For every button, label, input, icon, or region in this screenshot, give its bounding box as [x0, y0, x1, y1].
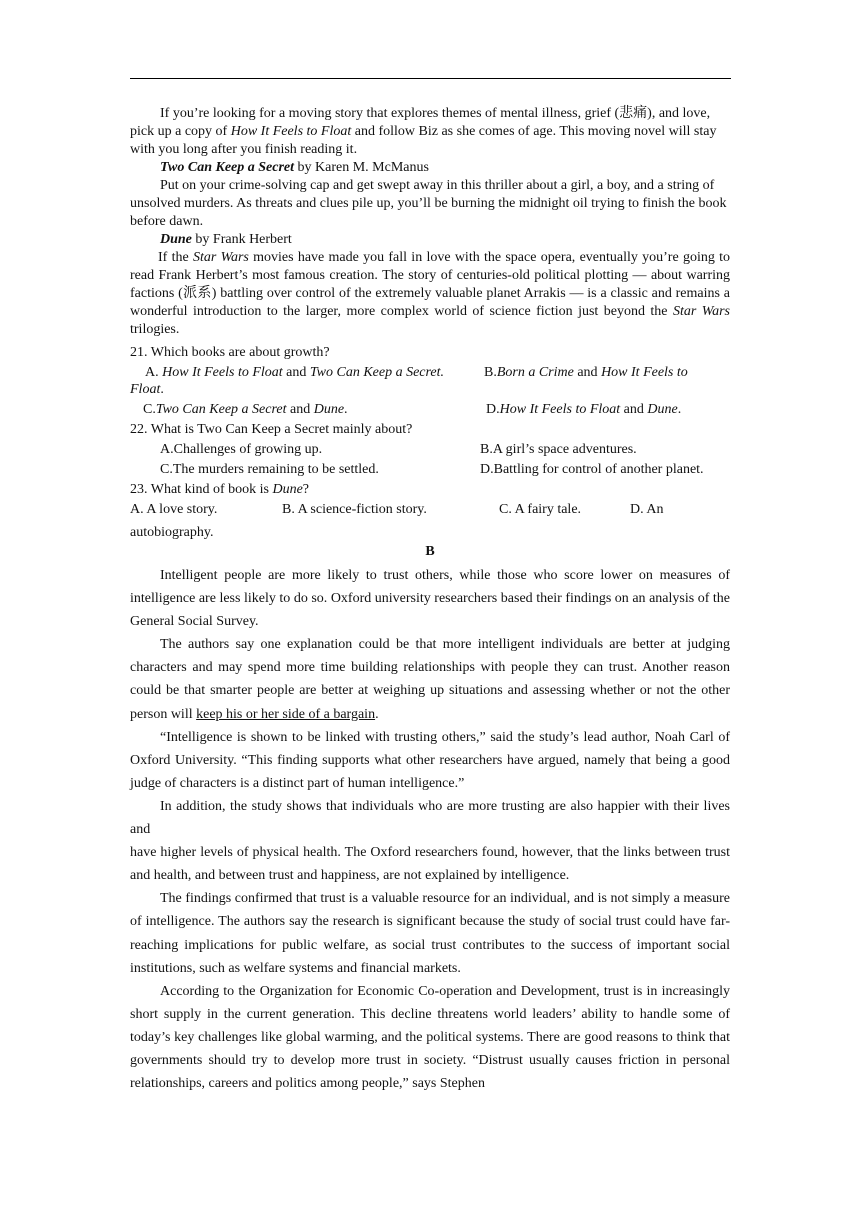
passage-a	[130, 105, 730, 339]
secret-paragraph: Put on your crime-solving cap and get swept away in this thriller about a girl, a boy, and a string of unsolved murders. As threats and clues pile up, you’ll be burning the midnight oil trying to finish the book before dawn.	[130, 178, 727, 229]
q21-option-c: C.Two Can Keep a Secret and Dune.	[143, 402, 348, 417]
passage-b-paragraph: The findings confirmed that trust is a valuable resource for an individual, and is not simply a measure of intelligence. The authors say the research is significant because the study of social trust could have far-reaching implications for public welfare, as social trust contributes to the success of important social institutions, such as welfare systems and financial markets.	[130, 891, 730, 976]
passage-b	[130, 564, 730, 1095]
q21-option-a: A. How It Feels to Float and Two Can Keep a Secret.	[145, 365, 445, 380]
float-paragraph: If you’re looking for a moving story that explores themes of mental illness, grief (悲痛), and love, pick up a copy of How It Feels to Float and follow Biz as she comes of age. This moving novel will stay with you long after you finish reading it.	[130, 106, 717, 157]
q21-option-b-continued: Float.	[130, 382, 164, 397]
q21-option-b: B.Born a Crime and How It Feels to	[484, 365, 688, 380]
book-author: by Karen M. McManus	[294, 160, 429, 175]
q21-option-d: D.How It Feels to Float and Dune.	[486, 402, 682, 417]
book-title: How It Feels to Float	[230, 124, 352, 139]
secret-heading	[130, 159, 730, 177]
q22-option-d: D.Battling for control of another planet.	[480, 462, 704, 477]
header-rule	[130, 78, 731, 79]
passage-b-paragraph: According to the Organization for Economic Co-operation and Development, trust is in increasingly short supply in the current generation. This decline threatens world leaders’ ability to handle some of today’s key challenges like global warming, and the political systems. There are good reasons to think that governments should try to develop more trust in society. “Distrust usually causes friction in personal relationships, careers and politics among people,” says Stephen	[130, 983, 730, 1092]
q23-option-b: B. A science-fiction story.	[282, 502, 427, 517]
passage-b-paragraph: The authors say one explanation could be that more intelligent individuals are better at judging characters and may spend more time building relationships with people they can trust. Another reason could be that smarter people are better at weighing up situations and assessing whether or not the other person will keep his or her side of a bargain.	[130, 637, 730, 722]
q22-option-a: A.Challenges of growing up.	[160, 442, 323, 457]
q22-option-b: B.A girl’s space adventures.	[480, 442, 637, 457]
book-title: Two Can Keep a Secret	[160, 160, 295, 175]
q23-stem: 23. What kind of book is Dune?	[130, 482, 310, 497]
q23-option-d-continued: autobiography.	[130, 525, 214, 540]
passage-b-paragraph: Intelligent people are more likely to trust others, while those who score lower on measures of intelligence are less likely to do so. Oxford university researchers based their findings on an analysis of the General Social Survey.	[130, 568, 730, 630]
dune-heading	[130, 231, 730, 249]
passage-b-paragraph: have higher levels of physical health. The Oxford researchers found, however, that the links between trust and health, and between trust and happiness, are not explained by intelligence.	[130, 845, 730, 884]
passage-b-paragraph: “Intelligence is shown to be linked with trusting others,” said the study’s lead author, Noah Carl of Oxford University. “This finding supports what other researchers have argued, namely that being a good judge of characters is a distinct part of human intelligence.”	[130, 729, 730, 791]
q22-option-c: C.The murders remaining to be settled.	[160, 462, 379, 477]
section-b-heading: B	[425, 544, 435, 559]
q23-option-d: D. An	[630, 502, 664, 517]
underlined-phrase: keep his or her side of a bargain	[196, 706, 376, 722]
book-author: by Frank Herbert	[191, 232, 292, 247]
passage-b-paragraph: In addition, the study shows that individuals who are more trusting are also happier with their lives and	[130, 798, 730, 838]
q23-option-a: A. A love story.	[130, 502, 218, 517]
q21-stem: 21. Which books are about growth?	[130, 345, 330, 360]
q23-option-c: C. A fairy tale.	[499, 502, 582, 517]
q22-stem: 22. What is Two Can Keep a Secret mainly about?	[130, 422, 413, 437]
book-title: Dune	[160, 232, 192, 247]
dune-paragraph: If the Star Wars movies have made you fall in love with the space opera, eventually you’re going to read Frank Herbert’s most famous creation. The story of centuries-old political plotting — about warring factions (派系) battling over control of the extremely valuable planet Arrakis — is a classic and remains a wonderful introduction to the larger, more complex world of science fiction just beyond the Star Wars trilogies.	[130, 250, 730, 337]
